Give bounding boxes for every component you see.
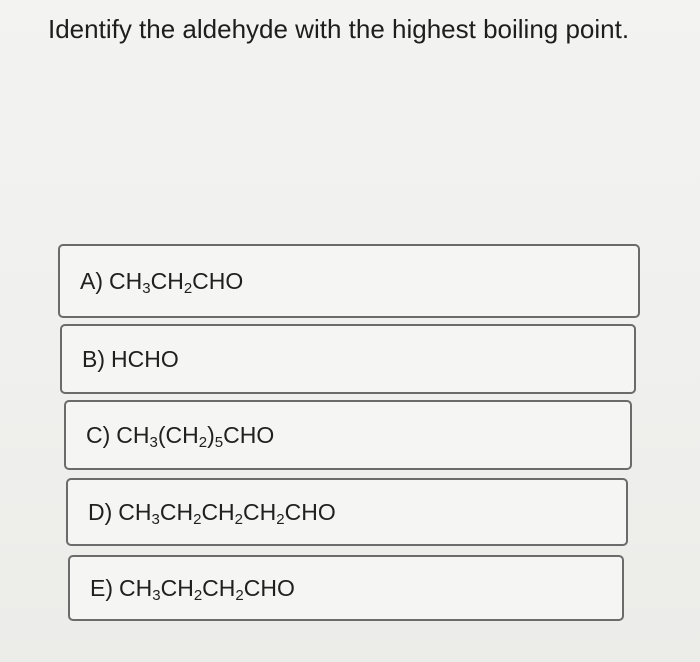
option-formula: HCHO — [111, 345, 179, 372]
answer-option-d[interactable] — [66, 478, 628, 546]
answer-option-b[interactable] — [60, 324, 636, 394]
option-letter: D) — [88, 498, 113, 525]
formula-subscript: 3 — [149, 433, 158, 451]
formula-subscript: 2 — [193, 510, 202, 528]
answer-option-a[interactable] — [58, 244, 640, 318]
option-letter: C) — [86, 421, 111, 448]
answer-option-c[interactable] — [64, 400, 632, 470]
formula-subscript: 3 — [152, 586, 161, 604]
formula-subscript: 2 — [183, 279, 193, 297]
option-formula: $CH_3CH_2CHO$ — [109, 267, 244, 297]
formula-subscript: 2 — [276, 510, 285, 528]
option-formula: $CH_3CH_2CH_2CH_2CHO$ — [118, 498, 336, 528]
formula-subscript: 3 — [151, 510, 160, 528]
option-formula: $CH_3CH_2CH_2CHO$ — [119, 574, 295, 604]
option-letter: A) — [80, 267, 103, 294]
question-text: Identify the aldehyde with the highest boiling point. — [48, 14, 630, 44]
formula-subscript: 2 — [234, 510, 244, 528]
option-letter: B) — [82, 345, 105, 372]
formula-subscript: 2 — [193, 586, 203, 604]
formula-subscript: 2 — [198, 433, 208, 451]
formula-subscript: 2 — [235, 586, 244, 604]
formula-subscript: 3 — [142, 279, 151, 297]
option-formula: $CH_3(CH_2)_5CHO$ — [116, 421, 275, 451]
formula-subscript: 5 — [214, 433, 224, 451]
option-letter: E) — [90, 574, 113, 601]
answer-option-e[interactable] — [68, 555, 624, 621]
